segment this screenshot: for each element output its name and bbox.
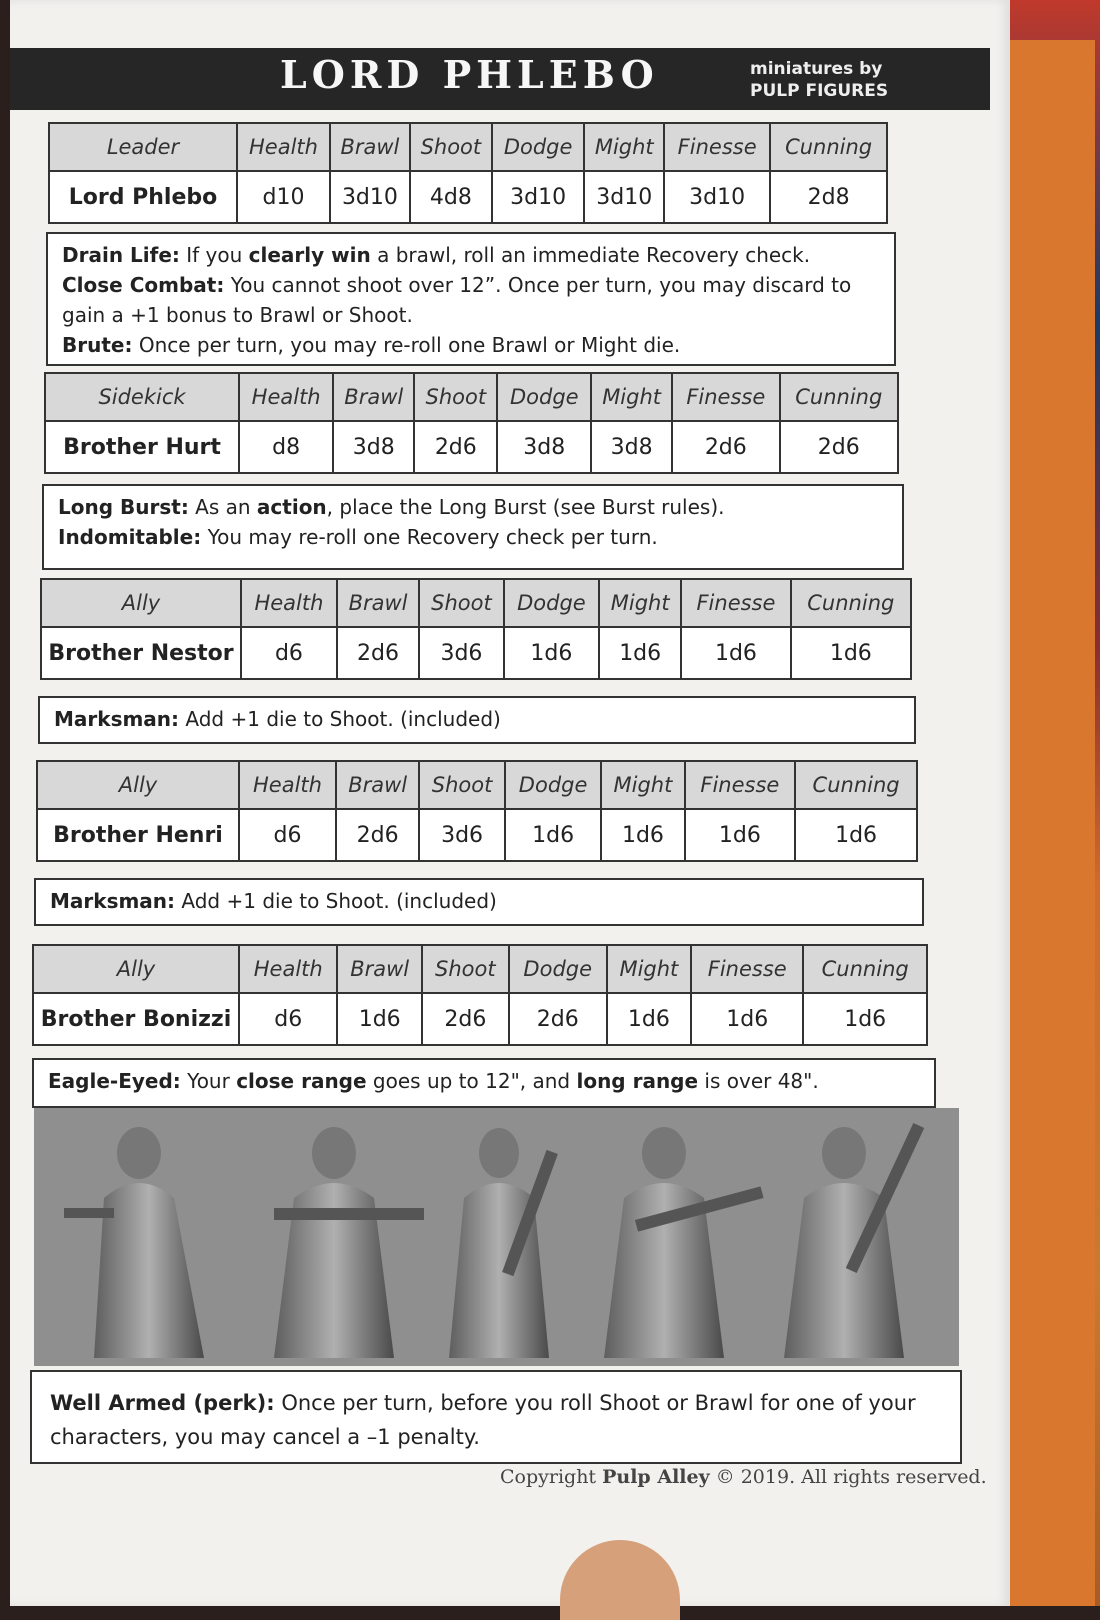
miniature-figures-image <box>34 1108 959 1366</box>
perk-text: Once per turn, before you roll Shoot or Brawl for one of your characters, you may cancel a –1 penalty. <box>50 1391 916 1449</box>
credit-line-1: miniatures by <box>750 59 883 79</box>
stat-shoot: 2d6 <box>414 421 497 473</box>
stat-label-shoot: Shoot <box>414 373 497 421</box>
stat-cunning: 1d6 <box>795 809 917 861</box>
stat-label-shoot: Shoot <box>422 945 509 993</box>
figure-2 <box>274 1127 424 1358</box>
stat-header-row <box>45 373 898 421</box>
stat-label-shoot: Shoot <box>419 761 505 809</box>
copyright-notice: Copyright Pulp Alley © 2019. All rights reserved. <box>500 1466 987 1488</box>
stat-label-shoot: Shoot <box>419 579 504 627</box>
character-name: Brother Nestor <box>41 627 241 679</box>
character-name: Brother Henri <box>37 809 239 861</box>
stat-dodge: 1d6 <box>504 627 599 679</box>
stat-label-dodge: Dodge <box>504 579 599 627</box>
stat-finesse: 3d10 <box>664 171 770 223</box>
stat-health: d6 <box>239 809 336 861</box>
character-name: Brother Bonizzi <box>33 993 239 1045</box>
stat-value-row <box>37 809 917 861</box>
ability-brute: Brute: Once per turn, you may re-roll one Brawl or Might die. <box>62 333 681 357</box>
stat-label-finesse: Finesse <box>681 579 790 627</box>
stat-label-brawl: Brawl <box>337 579 419 627</box>
stat-header-row <box>37 761 917 809</box>
figure-1 <box>64 1127 204 1358</box>
stat-health: d6 <box>241 627 337 679</box>
stat-might: 3d10 <box>584 171 664 223</box>
stat-label-might: Might <box>607 945 691 993</box>
ability-marksman: Marksman: Add +1 die to Shoot. (included) <box>50 889 497 913</box>
stat-table-ally-henri <box>36 760 918 862</box>
stat-label-might: Might <box>601 761 684 809</box>
stat-label-brawl: Brawl <box>336 761 419 809</box>
character-name: Lord Phlebo <box>49 171 237 223</box>
stat-header-row <box>33 945 927 993</box>
stat-label-health: Health <box>239 761 336 809</box>
stat-shoot: 3d6 <box>419 627 504 679</box>
stat-label-brawl: Brawl <box>330 123 410 171</box>
stat-label-finesse: Finesse <box>691 945 803 993</box>
stat-label-dodge: Dodge <box>505 761 602 809</box>
stat-value-row <box>49 171 887 223</box>
abilities-box-sidekick <box>42 484 904 570</box>
role-header: Sidekick <box>45 373 239 421</box>
stat-shoot: 2d6 <box>422 993 509 1045</box>
ability-drain-life: Drain Life: If you clearly win a brawl, roll an immediate Recovery check. <box>62 243 811 267</box>
stat-label-health: Health <box>241 579 337 627</box>
stat-label-health: Health <box>239 373 333 421</box>
stat-cunning: 1d6 <box>791 627 911 679</box>
stat-might: 3d8 <box>591 421 672 473</box>
role-header: Ally <box>37 761 239 809</box>
role-header: Leader <box>49 123 237 171</box>
stat-label-dodge: Dodge <box>509 945 607 993</box>
ability-indomitable: Indomitable: You may re-roll one Recovery check per turn. <box>58 525 658 549</box>
stat-label-health: Health <box>239 945 337 993</box>
abilities-box-henri <box>34 878 924 926</box>
abilities-box-leader <box>46 232 896 366</box>
stat-table-sidekick <box>44 372 899 474</box>
stat-table-ally-nestor <box>40 578 912 680</box>
stat-label-health: Health <box>237 123 330 171</box>
abilities-box-bonizzi <box>32 1058 936 1108</box>
stat-label-dodge: Dodge <box>497 373 591 421</box>
stat-header-row <box>49 123 887 171</box>
ability-marksman: Marksman: Add +1 die to Shoot. (included) <box>54 707 501 731</box>
figure-4 <box>604 1127 764 1358</box>
stat-table-ally-bonizzi <box>32 944 928 1046</box>
stat-health: d8 <box>239 421 333 473</box>
stat-might: 1d6 <box>599 627 681 679</box>
role-header: Ally <box>33 945 239 993</box>
stat-dodge: 2d6 <box>509 993 607 1045</box>
stat-shoot: 3d6 <box>419 809 505 861</box>
stat-finesse: 1d6 <box>685 809 796 861</box>
stat-value-row <box>45 421 898 473</box>
role-header: Ally <box>41 579 241 627</box>
stat-value-row <box>41 627 911 679</box>
stat-label-cunning: Cunning <box>795 761 917 809</box>
ability-close-combat: Close Combat: You cannot shoot over 12”. Once per turn, you may discard to gain a +1 bonus to Brawl or Shoot. <box>62 273 852 327</box>
stat-label-cunning: Cunning <box>803 945 927 993</box>
stat-table-leader <box>48 122 888 224</box>
perk-box <box>30 1370 962 1464</box>
ability-long-burst: Long Burst: As an action, place the Long Burst (see Burst rules). <box>58 495 725 519</box>
stat-health: d6 <box>239 993 337 1045</box>
stat-shoot: 4d8 <box>410 171 492 223</box>
stat-brawl: 3d8 <box>333 421 414 473</box>
title-bar <box>10 48 990 110</box>
stat-label-shoot: Shoot <box>410 123 492 171</box>
stat-label-cunning: Cunning <box>780 373 898 421</box>
book-page <box>10 0 1010 1606</box>
stat-brawl: 2d6 <box>337 627 419 679</box>
stat-dodge: 1d6 <box>505 809 602 861</box>
stat-label-might: Might <box>591 373 672 421</box>
stat-label-brawl: Brawl <box>333 373 414 421</box>
stat-brawl: 1d6 <box>337 993 422 1045</box>
stat-finesse: 2d6 <box>672 421 780 473</box>
stat-cunning: 1d6 <box>803 993 927 1045</box>
stat-header-row <box>41 579 911 627</box>
stat-label-dodge: Dodge <box>492 123 585 171</box>
miniatures-credit <box>750 58 888 102</box>
abilities-box-nestor <box>38 696 916 744</box>
background-book <box>1005 40 1095 1606</box>
stat-label-might: Might <box>599 579 681 627</box>
stat-cunning: 2d6 <box>780 421 898 473</box>
stat-label-brawl: Brawl <box>337 945 422 993</box>
stat-health: d10 <box>237 171 330 223</box>
stat-label-cunning: Cunning <box>770 123 887 171</box>
stat-label-finesse: Finesse <box>685 761 796 809</box>
stat-brawl: 3d10 <box>330 171 410 223</box>
stat-might: 1d6 <box>601 809 684 861</box>
page-title: LORD PHLEBO <box>280 52 659 97</box>
stat-finesse: 1d6 <box>681 627 790 679</box>
stat-brawl: 2d6 <box>336 809 419 861</box>
stat-label-might: Might <box>584 123 664 171</box>
perk-name: Well Armed (perk): <box>50 1391 275 1415</box>
stat-label-finesse: Finesse <box>672 373 780 421</box>
credit-line-2: PULP FIGURES <box>750 81 889 101</box>
stat-dodge: 3d10 <box>492 171 585 223</box>
stat-label-finesse: Finesse <box>664 123 770 171</box>
stat-label-cunning: Cunning <box>791 579 911 627</box>
figure-5 <box>784 1123 924 1358</box>
stat-might: 1d6 <box>607 993 691 1045</box>
ability-eagle-eyed: Eagle-Eyed: Your close range goes up to 12", and long range is over 48". <box>48 1069 819 1093</box>
stat-dodge: 3d8 <box>497 421 591 473</box>
character-name: Brother Hurt <box>45 421 239 473</box>
stat-finesse: 1d6 <box>691 993 803 1045</box>
stat-cunning: 2d8 <box>770 171 887 223</box>
miniatures-photo <box>34 1108 959 1366</box>
stat-value-row <box>33 993 927 1045</box>
figure-3 <box>449 1128 558 1358</box>
